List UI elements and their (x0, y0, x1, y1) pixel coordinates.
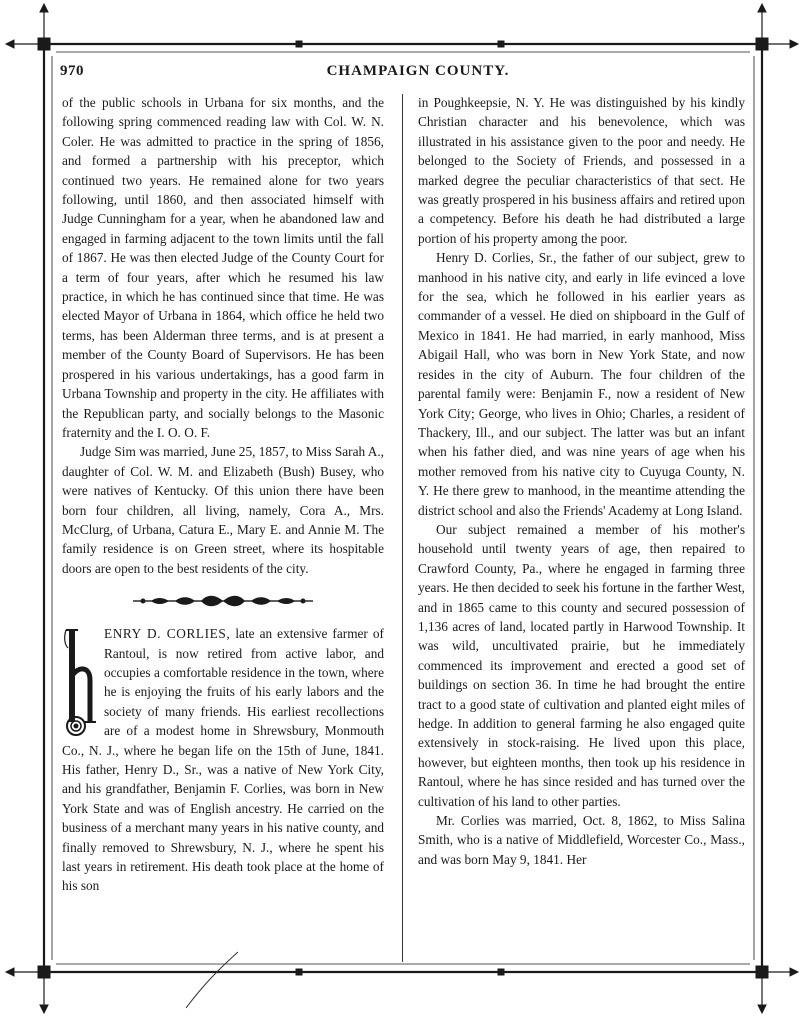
pencil-mark (180, 950, 250, 1010)
right-paragraph-2: Henry D. Corlies, Sr., the father of our subject, grew to manhood in his native city, and early in life evinced a love for the sea, which he followed in his earlier years as commander of a vessel. He died on shipboard in the Gulf of Mexico in 1841. He had married, in early manhood, Miss Abigail Hall, who was born in New York State, and now resides in the city of Auburn. The four children of the parental family were: Benjamin F., now a resident of New York City; George, who lives in Ohio; Charles, a resident of Thackery, Ill., and our subject. The latter was but an infant when his father died, and was nine years of age when his mother removed from his native city to Cuyuga County, N. Y. He there grew to manhood, in the meantime attending the district school and also the Friends' Academy at Long Island. (418, 250, 745, 518)
page-header (60, 63, 776, 85)
left-paragraph-3 (62, 624, 384, 896)
right-paragraph-4: Mr. Corlies was married, Oct. 8, 1862, to Miss Salina Smith, who is a native of Middlefield, Worcester Co., Mass., and was born May 9, 1841. Her (418, 813, 745, 867)
running-head: CHAMPAIGN COUNTY. (326, 63, 510, 79)
bio-paragraph-text: late an extensive farmer of Rantoul, is now retired from active labor, and occupies a comfortable residence in the town, where he is enjoying the fruits of his early labors and the society of many friends. His earliest recollections are of a modest home in Shrewsbury, Monmouth Co., N. J., where he began life on the 15th of June, 1841. His father, Henry D., Sr., was a native of New York City, and his grandfather, Benjamin F. Corlies, was born in New York State and was of English ancestry. He carried on the business of a merchant many years in his native county, and finally removed to Shrewsbury, N. J., where he spent his last years in retirement. His death took place at the home of his son (62, 626, 384, 894)
drop-cap-initial (62, 626, 98, 738)
right-paragraph-3: Our subject remained a member of his mother's household until twenty years of age, then repaired to Crawford County, Pa., where he engaged in farming three years. He then decided to seek his fortune in the farther West, and in 1865 came to this county and secured possession of 1,136 acres of land, located partly in Harwood Township. It was wild, uncultivated prairie, but he immediately commenced its improvement and erected a good set of buildings on section 36. In time he had brought the entire tract to a good state of cultivation and planted eight miles of hedge. In addition to general farming he also engaged quite extensively in stock-raising. He lived upon this place, however, but eighteen months, then took up his residence in Rantoul, where he has since resided and has turned over the cultivation of his land to other parties. (418, 521, 745, 809)
page-number: 970 (60, 63, 84, 79)
right-column (418, 93, 745, 869)
section-ornament (123, 592, 323, 610)
left-column (62, 93, 384, 896)
bio-subject-name: ENRY D. CORLIES, (104, 626, 231, 642)
column-divider (402, 94, 403, 962)
left-paragraph-1: of the public schools in Urbana for six months, and the following spring commenced reading law with Col. W. N. Coler. He was admitted to practice in the spring of 1856, and formed a partnership with his preceptor, which continued two years. He remained alone for two years following, until 1860, and then associated himself with Judge Cunningham for a year, when he abandoned law and engaged in farming adjacent to the town limits until the fall of 1867. He was then elected Judge of the County Court for a term of four years, after which he resumed his law practice, in which he has continued since that time. He was elected Mayor of Urbana in 1864, which office he held two terms, has been Alderman three terms, and is at present a member of the County Board of Supervisors. He has been prospered in his various undertakings, has a good farm in Urbana Township and property in the city. He affiliates with the Republican party, and socially belongs to the Masonic fraternity and the I. O. O. F. (62, 95, 384, 440)
left-paragraph-2: Judge Sim was married, June 25, 1857, to Miss Sarah A., daughter of Col. W. M. and Elizabeth (Bush) Busey, who were natives of Kentucky. Of this union there have been born four children, all living, namely, Cora A., Mrs. McClurg, of Urbana, Catura E., Mary E. and Annie M. The family residence is on Green street, where its hospitable doors are open to the best residents of the city. (62, 444, 384, 576)
right-paragraph-1: in Poughkeepsie, N. Y. He was distinguished by his kindly Christian character and his benevolence, which was illustrated in his assistance given to the poor and needy. He belonged to the Society of Friends, and possessed in a marked degree the peculiar characteristics of that sect. He was greatly prospered in his business affairs and retired upon a competency. Before his death he had distributed a large portion of his property among the poor. (418, 95, 745, 246)
